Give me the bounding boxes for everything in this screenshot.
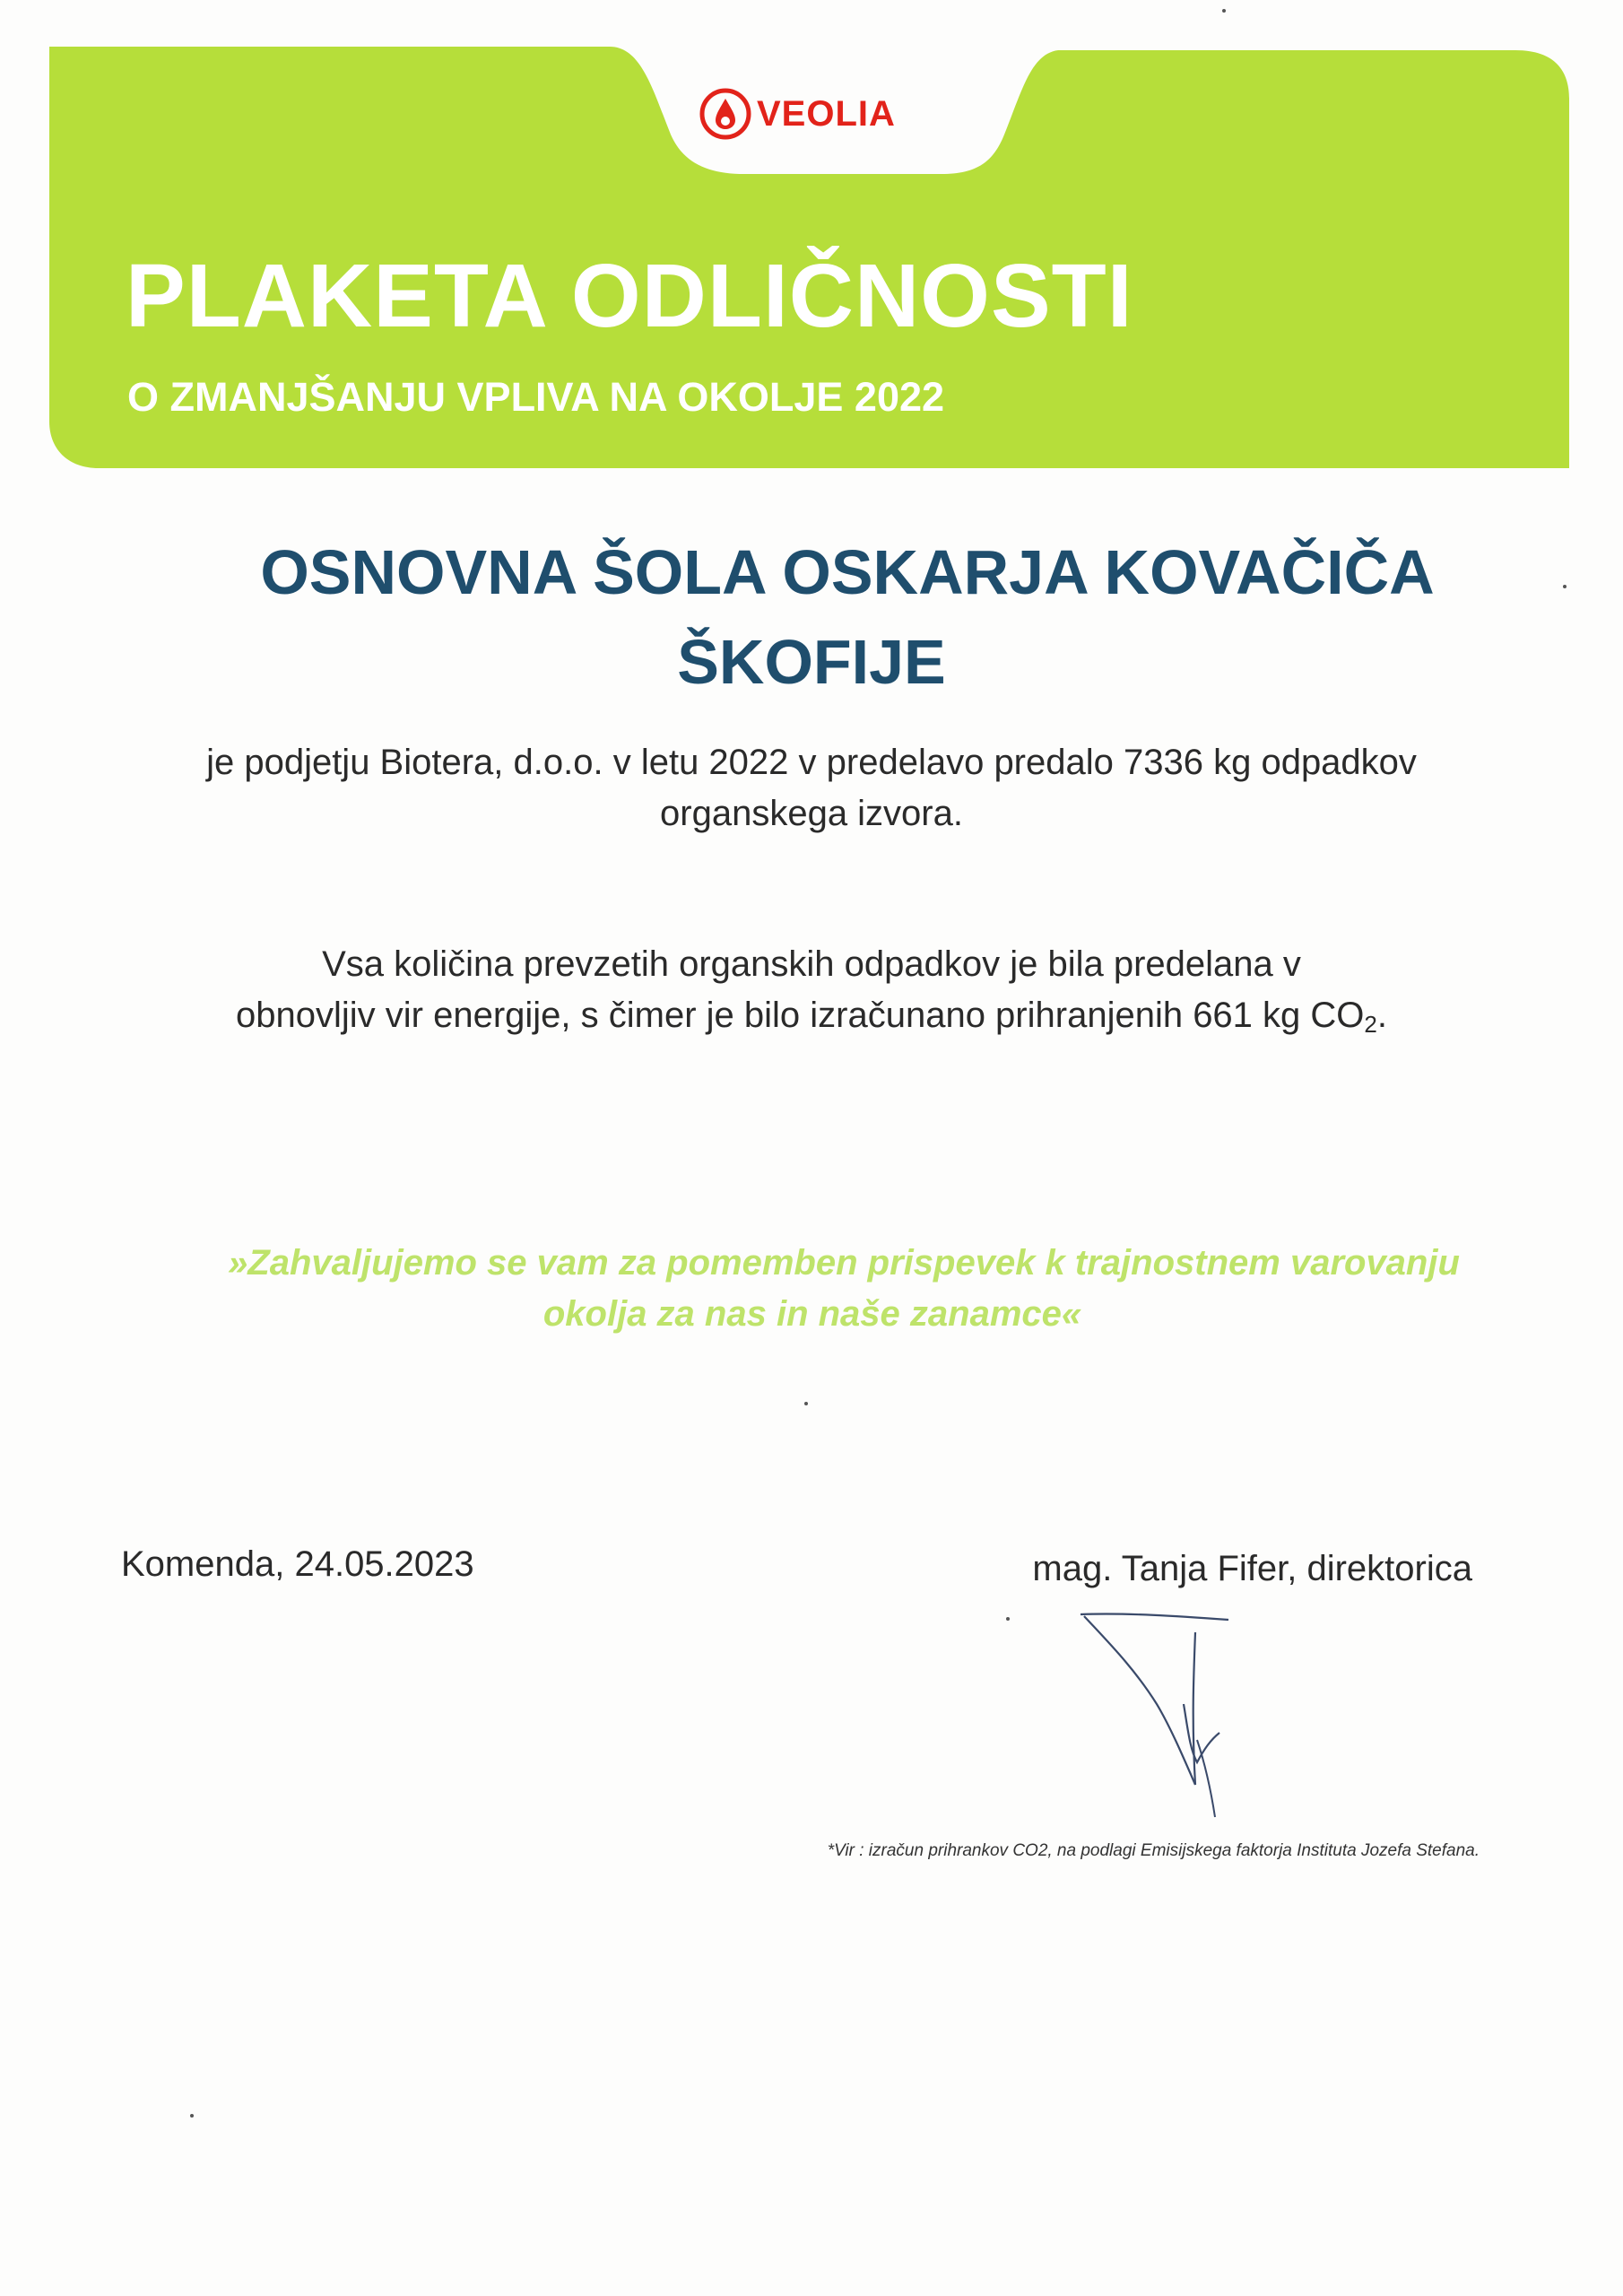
scan-speck <box>804 1402 808 1405</box>
para2-line-1: Vsa količina prevzetih organskih odpadkov je bila predelana v <box>322 944 1301 984</box>
scan-speck <box>1222 9 1226 13</box>
quote-line-1: »Zahvaljujemo se vam za pomemben prispevek k trajnostnem varovanju <box>228 1243 1460 1283</box>
scan-speck <box>1006 1617 1010 1621</box>
body-paragraph-2 <box>0 939 1623 1045</box>
para1-line-1: je podjetju Biotera, d.o.o. v letu 2022 v predelavo predalo 7336 kg odpadkov <box>206 743 1417 782</box>
award-title: PLAKETA ODLIČNOSTI <box>126 246 1133 346</box>
recipient-line-1: OSNOVNA ŠOLA OSKARJA KOVAČIČA <box>260 537 1435 607</box>
thank-you-quote <box>0 1238 1623 1340</box>
veolia-logo <box>699 83 933 145</box>
para2-line-2-end: . <box>1376 996 1387 1035</box>
recipient-name <box>0 527 1623 707</box>
scan-speck <box>190 2114 194 2118</box>
handwritten-signature <box>1072 1605 1269 1821</box>
quote-line-2: okolja za nas in naše zanamce« <box>542 1294 1082 1334</box>
recipient-line-2: ŠKOFIJE <box>677 627 946 697</box>
co2-subscript: 2 <box>1364 1011 1377 1038</box>
para2-line-2-text: obnovljiv vir energije, s čimer je bilo izračunano prihranjenih 661 kg CO <box>236 996 1365 1035</box>
scan-speck <box>1563 585 1567 588</box>
signatory-name: mag. Tanja Fifer, direktorica <box>1032 1549 1472 1588</box>
logo-text: VEOLIA <box>757 93 896 134</box>
award-subtitle: O ZMANJŠANJU VPLIVA NA OKOLJE 2022 <box>127 374 945 420</box>
source-footnote: *Vir : izračun prihrankov CO2, na podlagi Emisijskega faktorja Instituta Jozefa Stefana. <box>827 1841 1480 1860</box>
body-paragraph-1 <box>0 737 1623 839</box>
para1-line-2: organskega izvora. <box>660 794 963 833</box>
para2-line-2 <box>0 990 1623 1045</box>
veolia-drop-icon <box>699 88 751 140</box>
place-and-date: Komenda, 24.05.2023 <box>121 1544 474 1584</box>
